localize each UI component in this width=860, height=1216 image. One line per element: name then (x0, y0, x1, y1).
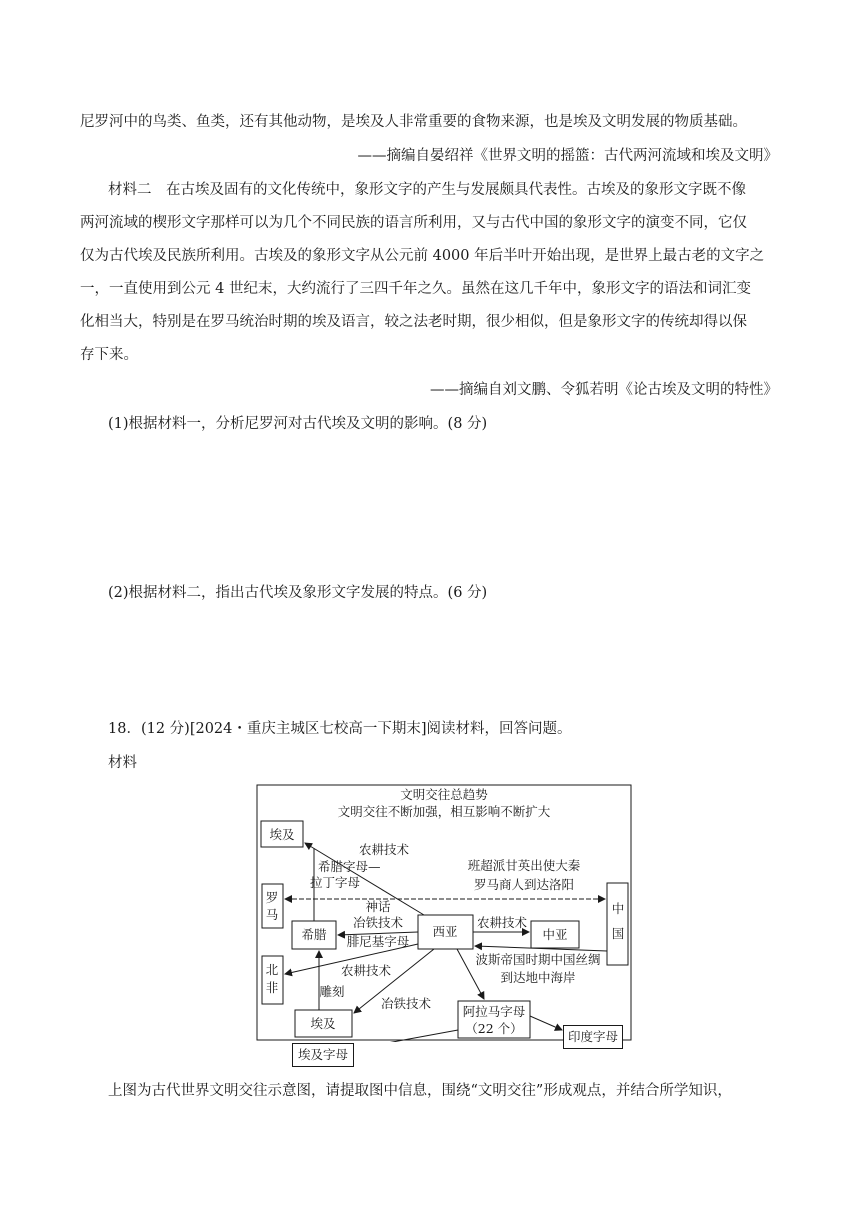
question-18: 18．(12 分)[2024・重庆主城区七校高一下期末]阅读材料，回答问题。 (108, 721, 572, 737)
label-west-asia: 西亚 (432, 924, 458, 939)
question-18-prompt: 上图为古代世界文明交往示意图，请提取图中信息，围绕“文明交往”形成观点，并结合所学知识， (108, 1083, 732, 1099)
diagram-subtitle: 文明交往不断加强，相互影响不断扩大 (337, 804, 551, 819)
label-greek-latin-2: 拉丁字母 (310, 875, 361, 890)
label-myth: 神话 (365, 899, 391, 914)
material-2-line: 材料二 在古埃及固有的文化传统中，象形文字的产生与发展颇具代表性。古埃及的象形文字既不像 (108, 182, 746, 198)
material-2-line: 两河流域的楔形文字那样可以为几个不同民族的语言所利用，又与古代中国的象形文字的演变不同，它仅 (80, 215, 747, 231)
label-north-africa-1: 北 (265, 962, 279, 977)
question-1: (1)根据材料一，分析尼罗河对古代埃及文明的影响。(8 分) (108, 416, 488, 432)
label-north-africa-2: 非 (265, 980, 279, 995)
label-central-asia: 中亚 (542, 927, 568, 942)
label-agri-na: 农耕技术 (340, 963, 392, 978)
label-persia-2: 到达地中海岸 (500, 970, 576, 985)
label-iron-egypt: 冶铁技术 (380, 996, 432, 1011)
diagram-title: 文明交往总趋势 (400, 787, 488, 802)
label-china-2: 国 (611, 926, 625, 941)
label-agri-top: 农耕技术 (358, 842, 410, 857)
box-china (607, 883, 628, 965)
label-egypt-bottom: 埃及 (310, 1016, 336, 1031)
label-aramaic-1: 阿拉马字母 (462, 1004, 526, 1019)
label-sculpture: 雕刻 (319, 984, 345, 999)
label-phoenician: 腓尼基字母 (346, 934, 410, 949)
question-2: (2)根据材料二，指出古代埃及象形文字发展的特点。(6 分) (108, 585, 488, 601)
material-2-line: 一，一直使用到公元 4 世纪末，大约流行了三四千年之久。虽然在这几千年中，象形文字的语法和词汇变 (80, 281, 751, 297)
label-greek-latin-1: 希腊字母— (318, 859, 381, 874)
citation: ——摘编自刘文鹏、令狐若明《论古埃及文明的特性》 (430, 382, 778, 398)
label-iron-west: 冶铁技术 (352, 915, 404, 930)
material-label: 材料 (108, 755, 137, 771)
label-persia-1: 波斯帝国时期中国丝绸 (475, 952, 601, 967)
civilization-exchange-diagram (256, 784, 632, 1042)
text-line: 尼罗河中的鸟类、鱼类，还有其他动物，是埃及人非常重要的食物来源，也是埃及文明发展的物质基础。 (80, 114, 747, 130)
label-egypt-top: 埃及 (269, 827, 295, 842)
label-agri-central: 农耕技术 (476, 915, 528, 930)
citation: ——摘编自晏绍祥《世界文明的摇篮：古代两河流域和埃及文明》 (357, 148, 778, 164)
box-egyptian-alphabet: 埃及字母 (292, 1043, 354, 1067)
diagram-frame (257, 785, 631, 1040)
label-aramaic-2: （22 个） (465, 1021, 523, 1036)
label-banchao-2: 罗马商人到达洛阳 (473, 877, 575, 892)
material-2-line: 化相当大，特别是在罗马统治时期的埃及语言，较之法老时期，很少相似，但是象形文字的传统却得以保 (80, 314, 747, 330)
label-rome-1: 罗 (265, 890, 279, 905)
material-2-line: 仅为古代埃及民族所利用。古埃及的象形文字从公元前 4000 年后半叶开始出现，是世界上最古老的文字之 (80, 248, 765, 264)
material-2-line: 存下来。 (80, 347, 138, 363)
label-banchao-1: 班超派甘英出使大秦 (467, 858, 581, 873)
label-greece: 希腊 (301, 927, 327, 942)
label-china-1: 中 (611, 901, 625, 916)
label-rome-2: 马 (265, 907, 279, 922)
box-indian-alphabet: 印度字母 (563, 1025, 623, 1049)
